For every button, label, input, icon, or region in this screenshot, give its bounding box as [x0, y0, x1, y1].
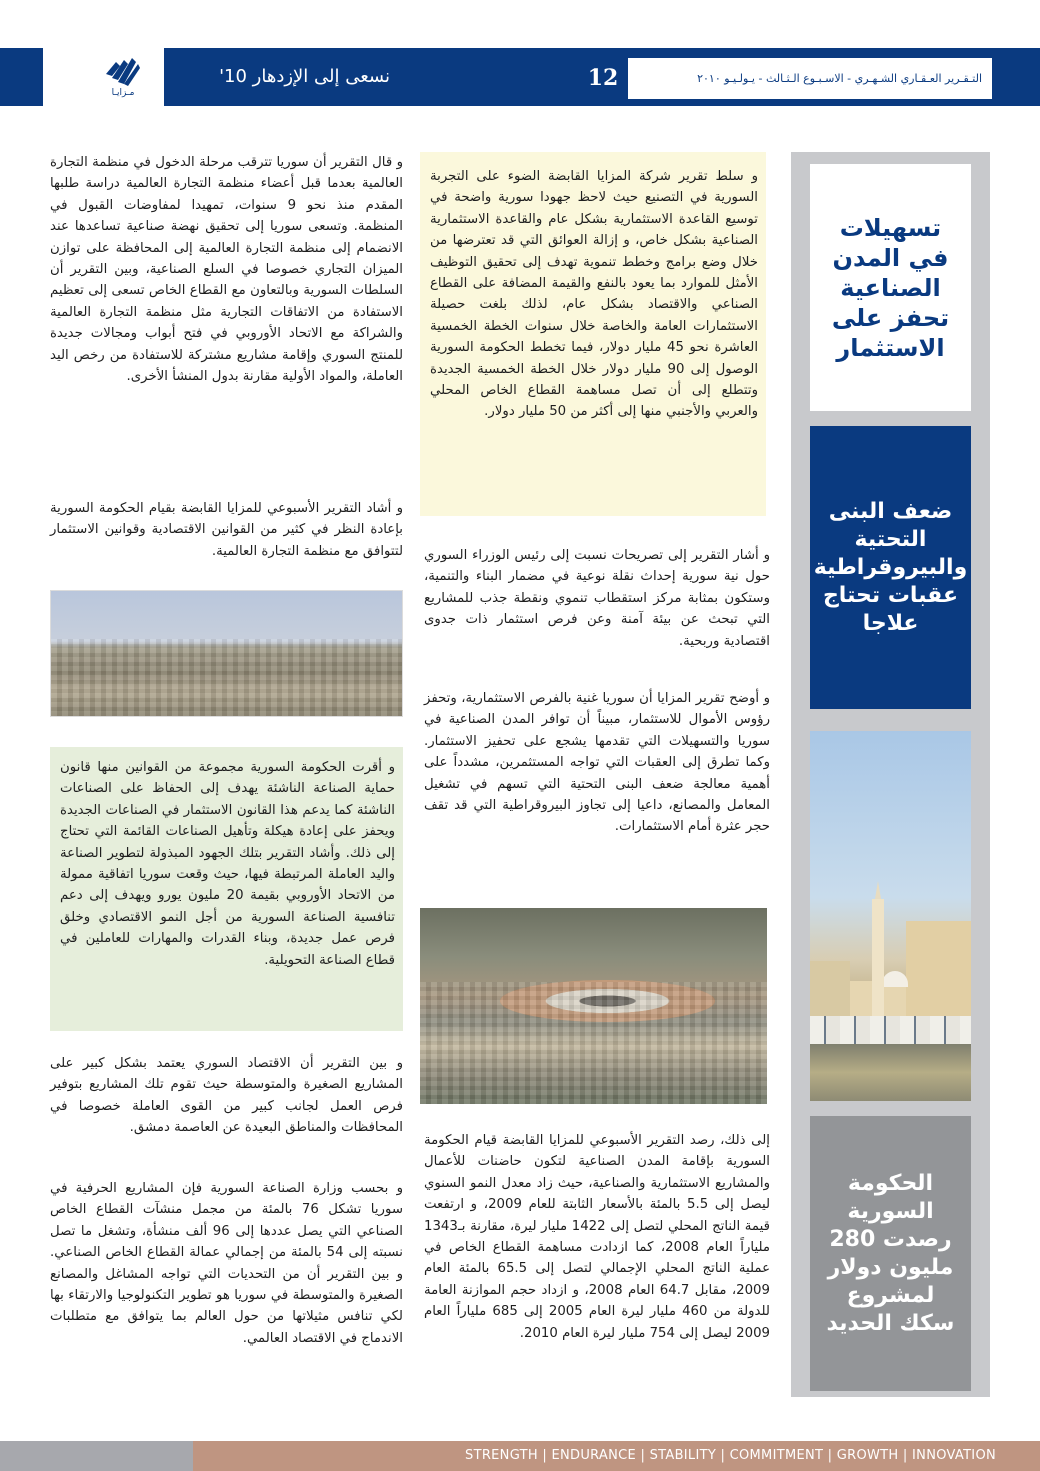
- report-title: التـقـرير العـقـاري الشـهـري - الاسـبـوع الـثـالث - يـولـيـو ٢٠١٠: [697, 72, 982, 85]
- slogan: نسعى إلى الإزدهار 10': [219, 66, 390, 87]
- sidebar: [791, 152, 990, 1397]
- middle-paragraph-4: إلى ذلك، رصد التقرير الأسبوعي للمزايا القابضة قيام الحكومة السورية بإقامة المدن الصناعية لتكون حاضنات للأعمال والمشاريع الاستثمارية والصناعية، حيث زاد معدل النمو السنوي ليصل إلى 5.5 بالمئة بالأسعار الثابتة للعام 2009، و ارتفعت قيمة الناتج المحلي لتصل إلى 1422 مليار ليرة، مقارنة بـ1343 ملياراً العام 2008، كما ازدادت مساهمة القطاع الخاص في عملية الناتج المحلي الإجمالي لتصل إلى 65.5 بالمئة العام 2009، مقابل 64.7 العام 2008، و ازداد حجم الموازنة العامة للدولة من 460 مليار ليرة العام 2005 إلى 685 ملياراً العام 2009 ليصل إلى 754 مليار ليرة العام 2010.: [424, 1133, 771, 1341]
- left-paragraph-4: و بحسب وزارة الصناعة السورية فإن المشاريع الحرفية في سوريا تشكل 76 بالمئة من مجمل منشآت القطاع الخاص الصناعي التي يصل عددها إلى 96 ألف منشأة، وتشغل ما تصل نسبته إلى 54 بالمئة من إجمالي عمالة القطاع الخاص الصناعي. و بين التقرير أن من التحديات التي تواجه المشاغل والمصانع الصغيرة والمتوسطة في سوريا هو تطوير التكنولوجيا والارتقاء بها لكي تنافس مثيلاتها من حول العالم بما يتوافق مع متطلبات الاندماج في الاقتصاد العالمي.: [50, 1181, 404, 1346]
- water: [810, 1044, 971, 1101]
- sidebar-headline-railway: [810, 1116, 971, 1391]
- minaret-tip: [875, 881, 881, 899]
- logo[interactable]: [82, 48, 164, 106]
- middle-highlight-paragraph: و سلط تقرير شركة المزايا القابضة الضوء على التجربة السورية في التصنيع حيث لاحظ جهودا سورية واضحة في توسيع القاعدة الاستثمارية بشكل عام والقاعدة الاستثمارية الصناعية بشكل خاص، و إزالة العوائق التي قد تعترضها من خلال وضع برامج وخطط تنموية تهدف إلى تحقيق التوظيف الأمثل للموارد بما يعود بالنفع والقيمة المضافة على القطاع الصناعي والاقتصاد بشكل عام، لذلك بلغت حصيلة الاستثمارات العامة والخاصة خلال سنوات الخطة الخمسية العاشرة نحو 45 مليار دولار، فيما تخطط الحكومة السورية الوصول إلى 90 مليار دولار خلال الخطة الخمسية الجديدة وتتطلع إلى أن تصل مساهمة القطاع الخاص المحلي والعربي والأجنبي منها إلى أكثر من 50 مليار دولار.: [430, 169, 759, 420]
- left-paragraph-1: و قال التقرير أن سوريا تترقب مرحلة الدخول في منظمة التجارة العالمية بعدما قبل أعضاء منظمة التجارة العالمية دراسة طلبها المقدم منذ نحو 9 سنوات، تمهيدا لمفاوضات القبول في المنظمة. وتسعى سوريا إلى تحقيق نهضة صناعية تساعدها عند الانضمام إلى منظمة التجارة العالمية إلى المحافظة على توازن الميزان التجاري خصوصا في السلع الصناعية، وبين التقرير أن السلطات السورية وبالتعاون مع القطاع الخاص تسعى إلى تعظيم الاستفادة من الاتفاقات التجارية مثل منظمة التجارة العالمية والشراكة مع الاتحاد الأوروبي في فتح أبواب ومجالات جديدة للمنتج السوري وإقامة مشاريع مشتركة للاستفادة من رخص اليد العاملة، والمواد الأولية مقارنة بدول المنشأ الأخرى.: [50, 155, 403, 385]
- mazaya-logo-icon: [102, 54, 142, 88]
- sidebar-headline-infrastructure: [810, 426, 971, 709]
- photo-texture: [51, 639, 402, 717]
- harbor-mosque-photo: [810, 731, 971, 1101]
- footer-tagline: STRENGTH | ENDURANCE | STABILITY | COMMITMENT | GROWTH | INNOVATION: [465, 1448, 996, 1463]
- footer-gray-block: [0, 1441, 193, 1471]
- photo-building: [810, 961, 850, 1021]
- left-paragraph-2: و أشاد التقرير الأسبوعي للمزايا القابضة بقيام الحكومة السورية بإعادة النظر في كثير من القوانين الاقتصادية وقوانين الاستثمار لتتوافق مع منظمة التجارة العالمية.: [50, 501, 403, 559]
- damascus-roundabout-photo: [420, 908, 767, 1104]
- headline-text: ضعف البنى التحتية والبيروقراطية عقبات تحتاج علاجا: [813, 498, 968, 636]
- middle-paragraph-2: و أشار التقرير إلى تصريحات نسبت إلى رئيس الوزراء السوري حول نية سورية إحداث نقلة نوعية في مضمار البناء والتنمية، وستكون بمثابة مركز استقطاب تنموي ونقطة جذب للمشاريع التي تبحث عن بيئة آمنة وعن فرص استثمار ذات جدوى اقتصادية وربحية.: [424, 548, 770, 649]
- page-number: 12: [578, 58, 628, 99]
- photo-texture: [420, 982, 767, 1104]
- sidebar-headline-facilities: [810, 164, 971, 411]
- city-panorama-photo: [50, 590, 403, 717]
- headline-text: الحكومة السورية رصدت 280 مليون دولار لمشروع سكك الحديد: [826, 1170, 955, 1336]
- headline-text: تسهيلات في المدن الصناعية تحفز على الاستثمار: [831, 213, 950, 362]
- report-header-box: [577, 57, 993, 100]
- photo-building: [906, 921, 971, 1021]
- header-spacer: [43, 48, 82, 106]
- mosque-dome: [882, 971, 908, 987]
- left-highlight-paragraph: و أقرت الحكومة السورية مجموعة من القوانين منها قانون حماية الصناعة الناشئة يهدف إلى الحفاظ على الصناعات الناشئة كما يدعم هذا القانون الاستثمار في الصناعات الجديدة ويحفز على إعادة هيكلة وتأهيل الصناعات القائمة التي تحتاج إلى ذلك. وأشاد التقرير بتلك الجهود المبذولة لتطوير الصناعة واليد العاملة المرتبطة فيها، حيث وقعت سوريا اتفاقية ممولة من الاتحاد الأوروبي بقيمة 20 مليون يورو ويهدف إلى دعم تنافسية الصناعة السورية من أجل النمو الاقتصادي وخلق فرص عمل جديدة، وبناء القدرات والمهارات للعاملين في قطاع الصناعة التحويلية.: [60, 760, 395, 968]
- footer-band: [193, 1441, 1040, 1471]
- boats: [810, 1016, 971, 1044]
- minaret: [872, 899, 884, 1019]
- left-paragraph-3: و بين التقرير أن الاقتصاد السوري يعتمد بشكل كبير على المشاريع الصغيرة والمتوسطة حيث تقوم تلك المشاريع بتوفير فرص العمل لجانب كبير من القوى العاملة خصوصا في المحافظات والمناطق البعيدة عن العاصمة دمشق.: [50, 1056, 403, 1136]
- middle-paragraph-3: و أوضح تقرير المزايا أن سوريا غنية بالفرص الاستثمارية، وتحفز رؤوس الأموال للاستثمار، مبيناً أن توافر المدن الصناعية في سوريا والتسهيلات التي تقدمها يشجع على تحفيز الاستثمار. وكما تطرق إلى العقبات التي تواجه المستثمرين، مشدداً على أهمية معالجة ضعف البنى التحتية التي تسهم في تشغيل المعامل والمصانع، داعيا إلى تجاوز البيروقراطية التي قد تقف حجر عثرة أمام الاستثمارات.: [424, 691, 770, 835]
- logo-text: مـزايـا: [111, 88, 135, 98]
